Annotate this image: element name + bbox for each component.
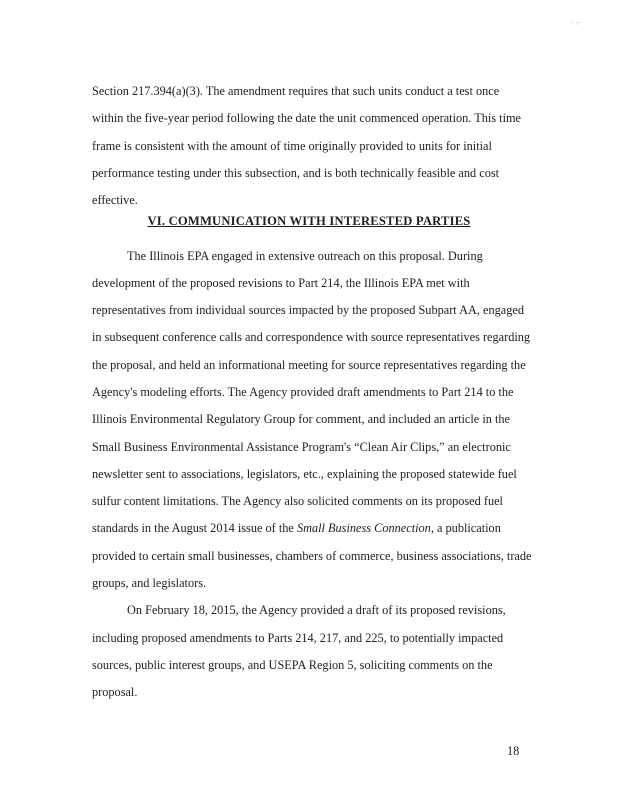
text-line: Section 217.394(a)(3). The amendment requires that such units conduct a test once <box>92 84 500 98</box>
publication-title: Small Business Connection <box>296 521 431 535</box>
text-line: within the five-year period following the date the unit commenced operation. This time <box>92 111 522 125</box>
scan-artifact: · ⌐ <box>570 18 582 29</box>
text-line <box>92 521 501 535</box>
text-line: The Illinois EPA engaged in extensive outreach on this proposal. During <box>127 249 483 263</box>
text-line: Small Business Environmental Assistance Program's “Clean Air Clips,” an electronic <box>92 440 511 454</box>
text-line: development of the proposed revisions to Part 214, the Illinois EPA met with <box>92 276 470 290</box>
text-line: proposal. <box>92 685 138 699</box>
text-line: Agency's modeling efforts. The Agency provided draft amendments to Part 214 to the <box>92 385 514 399</box>
text-line: in subsequent conference calls and correspondence with source representatives regarding <box>92 330 531 344</box>
text-line: including proposed amendments to Parts 214, 217, and 225, to potentially impacted <box>92 631 504 645</box>
text-line: sources, public interest groups, and USEPA Region 5, soliciting comments on the <box>92 658 493 672</box>
page-number: 18 <box>507 744 520 758</box>
text-line: sulfur content limitations. The Agency also solicited comments on its proposed fuel <box>92 494 503 508</box>
text-line: effective. <box>92 193 138 207</box>
text-line: frame is consistent with the amount of time originally provided to units for initial <box>92 139 492 153</box>
text-line: newsletter sent to associations, legislators, etc., explaining the proposed statewide fuel <box>92 467 517 481</box>
text-line: representatives from individual sources impacted by the proposed Subpart AA, engaged <box>92 303 524 317</box>
text-line: performance testing under this subsection, and is both technically feasible and cost <box>92 166 500 180</box>
section-heading: VI. COMMUNICATION WITH INTERESTED PARTIES <box>147 214 471 228</box>
text-line: Illinois Environmental Regulatory Group for comment, and included an article in the <box>92 412 510 426</box>
text-line: groups, and legislators. <box>92 576 207 590</box>
text-run: standards in the August 2014 issue of the <box>92 521 297 535</box>
text-line: On February 18, 2015, the Agency provided a draft of its proposed revisions, <box>127 603 506 617</box>
text-run: , a publication <box>430 521 501 535</box>
text-line: provided to certain small businesses, chambers of commerce, business associations, trade <box>92 549 532 563</box>
text-line: the proposal, and held an informational meeting for source representatives regarding the <box>92 358 526 372</box>
